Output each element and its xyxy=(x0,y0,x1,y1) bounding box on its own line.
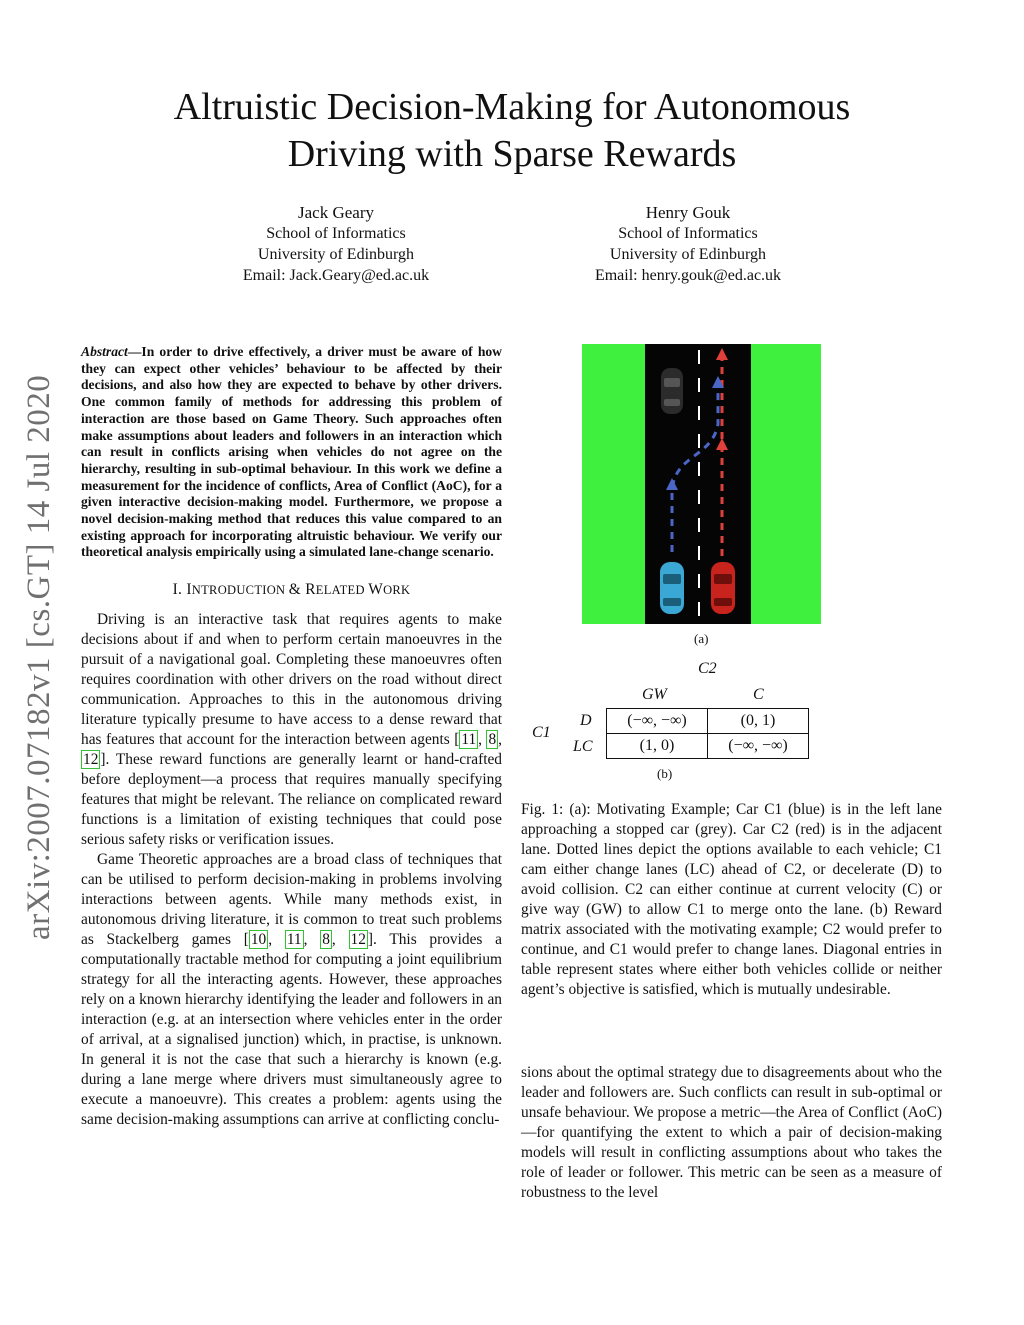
stopped-car-body xyxy=(661,368,683,414)
subfigure-label-a: (a) xyxy=(694,631,709,646)
matrix-cell: (0, 1) xyxy=(708,709,809,734)
paragraph-text: Driving is an interactive task that requires agents to make decisions about if and when to perform certain manoeuvres in the pursuit of a navigational goal. Completing these manoeuvres often requires coordination with other drivers on the road without direct communication. Approaches to this in the autonomous driving literature typically presume to have access to a dense reward that has features that account for the interaction between agents xyxy=(81,611,502,749)
matrix-cell: (1, 0) xyxy=(607,734,708,759)
matrix-column-action-c: C xyxy=(753,686,764,703)
matrix-row-action-lc: LC xyxy=(573,738,593,755)
citation-link[interactable]: 8 xyxy=(322,931,330,949)
windshield xyxy=(664,378,680,387)
author-dept: School of Informatics xyxy=(618,225,758,242)
author-name: Henry Gouk xyxy=(645,203,731,222)
citation-link[interactable]: 12 xyxy=(350,931,366,949)
abstract-label: Abstract xyxy=(81,344,128,359)
heading-part: ELATED xyxy=(315,583,369,598)
left-column xyxy=(81,344,502,1130)
matrix-row xyxy=(607,709,809,734)
windshield xyxy=(663,574,681,584)
car-c1-body xyxy=(660,562,684,614)
heading-part: I xyxy=(186,581,192,599)
heading-part: W xyxy=(368,581,384,599)
matrix-row xyxy=(607,734,809,759)
heading-part: ORK xyxy=(383,583,411,598)
right-column xyxy=(521,1063,942,1203)
stopped-car xyxy=(661,368,683,414)
citation-link[interactable]: 10 xyxy=(250,931,267,949)
car-c1 xyxy=(660,562,684,614)
heading-part: & xyxy=(288,581,306,599)
car-c2 xyxy=(711,562,735,614)
author-dept: School of Informatics xyxy=(266,225,406,242)
paragraph-intro: Driving is an interactive task that requires agents to make decisions about if and when to perform certain manoeuvres in the pursuit of a navigational goal. Completing these manoeuvres often requires coordination with other drivers on the road without direct communication. Approaches to this in the autonomous driving literature typically presume to have access to a dense reward that has features that account for the interaction between agents [ 11 , 8 , 12 ]. These reward functions are generally learnt or hand-crafted before deployment—a process that requires manually specifying features that might be relevant. The reliance on complicated reward functions is a limitation of existing techniques that could pose serious safety risks or verification issues. xyxy=(81,611,502,849)
matrix-row-action-d: D xyxy=(580,712,592,729)
rear-window xyxy=(663,598,681,606)
paragraph-text: . This provides a computationally tractable method for computing a joint equilibrium strategy for all the interacting agents. However, these approaches rely on a known hierarchy identifying the leader and followers in an interaction (e.g. at an intersection where vehicles enter in the order of arrival, at a signalised junction) which, in practise, is unknown. In general it is not the case that such a hierarchy is known (e.g. during a lane merge where drivers must simultaneously agree to execute a manoeuvre). This creates a problem: agents using the same decision-making assumptions can arrive at conflicting conclu- xyxy=(81,931,502,1129)
paragraph-game-theory: Game Theoretic approaches are a broad class of techniques that can be utilised to perform decision-making in problems involving interactions between agents. While many methods exist, in autonomous driving literature, it is common to treat such problems as Stackelberg games [ 10 , 11 , 8 , 12 ]. This provides a computationally tractable method for computing a joint equilibrium strategy for all the interacting agents. However, these approaches rely on a known hierarchy identifying the leader and followers in an interaction (e.g. at an intersection where vehicles enter in the order of arrival, at a signalised junction) which, in practise, is unknown. In general it is not the case that such a hierarchy is known (e.g. during a lane merge where drivers must simultaneously agree to execute a manoeuvre). This creates a problem: agents using the same decision-making assumptions can arrive at conflicting conclu- xyxy=(81,851,502,1129)
windshield xyxy=(714,574,732,584)
subfigure-label-b: (b) xyxy=(657,766,673,781)
heading-part: NTRODUCTION xyxy=(191,583,289,598)
paragraph-text: Game Theoretic approaches are a broad class of techniques that can be utilised to perform decision-making in problems involving interactions between agents. While many methods exist, in autonomous driving literature, it is common to treat such problems as Stackelberg games xyxy=(81,851,502,949)
matrix-row-player: C1 xyxy=(532,724,551,741)
author-email[interactable]: Email: henry.gouk@ed.ac.uk xyxy=(594,267,782,284)
title-line-2: Driving with Sparse Rewards xyxy=(287,133,737,175)
paper-title xyxy=(100,84,924,178)
author-univ: University of Edinburgh xyxy=(257,246,415,263)
matrix-column-action-gw: GW xyxy=(642,686,667,703)
section-number: I. xyxy=(172,581,187,599)
rear-window xyxy=(714,598,732,606)
lane-change-figure xyxy=(582,344,821,624)
citation-link[interactable]: 8 xyxy=(488,731,497,749)
author-name: Jack Geary xyxy=(298,203,374,222)
title-line-1: Altruistic Decision-Making for Autonomous xyxy=(173,86,851,128)
paragraph-continuation: sions about the optimal strategy due to disagreements about who the leader and followers are. Such conflicts can result in sub-optimal or unsafe behaviour. We propose a metric—the Area of Conflict (AoC)—for quantifying the extent to which a pair of decision-making models will result in conflicting assumptions about who takes the role of leader or follower. This metric can be seen as a measure of robustness to the level xyxy=(521,1064,942,1201)
rear-window xyxy=(664,399,680,406)
author-block-1 xyxy=(186,202,486,286)
payoff-matrix xyxy=(606,708,809,759)
author-email[interactable]: Email: Jack.Geary@ed.ac.uk xyxy=(242,267,430,284)
citation-link[interactable]: 11 xyxy=(461,731,477,749)
heading-part: R xyxy=(305,581,316,599)
abstract xyxy=(81,344,502,561)
section-heading xyxy=(81,580,502,600)
citation-link[interactable]: 12 xyxy=(83,751,99,769)
author-block-2 xyxy=(538,202,838,286)
matrix-cell: (−∞, −∞) xyxy=(708,734,809,759)
arxiv-stamp[interactable]: arXiv:2007.07182v1 [cs.GT] 14 Jul 2020 xyxy=(21,374,57,940)
author-univ: University of Edinburgh xyxy=(609,246,767,263)
matrix-cell: (−∞, −∞) xyxy=(607,709,708,734)
figure-caption: Fig. 1: (a): Motivating Example; Car C1 (blue) is in the left lane approaching a stopped car (grey). Car C2 (red) is in the adjacent lane. Dotted lines depict the options available to each vehicle; C1 cam either change lanes (LC) ahead of C2, or decelerate (D) to avoid collision. C2 can either continue at current velocity (C) or give way (GW) to allow C1 to merge onto the lane. (b) Reward matrix associated with the motivating example; C2 would prefer to continue, and C1 would prefer to change lanes. Diagonal entries in table represent states where either both vehicles collide or neither agent’s objective is satisfied, which is mutually undesirable. xyxy=(521,801,942,998)
paragraph-text: . These reward functions are generally learnt or hand-crafted before deployment—a process that requires manually specifying features that might be relevant. The reliance on complicated reward functions is a limitation of existing techniques that could pose serious safety risks or verification issues. xyxy=(81,751,502,849)
car-c2-body xyxy=(711,562,735,614)
matrix-column-player: C2 xyxy=(698,660,717,677)
abstract-text: —In order to drive effectively, a driver must be aware of how they can expect other vehicles’ behaviour to be affected by their decisions, and also how they are expected to behave by other drivers. One common family of methods for addressing this problem of interaction are those based on Game Theory. Such approaches often make assumptions about leaders and followers in an interaction which can result in conflicts arising when vehicles do not agree on the hierarchy, resulting in sub-optimal behaviour. In this work we define a measurement for the incidence of conflicts, Area of Conflict (AoC), for a given interactive decision-making model. Furthermore, we propose a novel decision-making method that reduces this value compared to an existing approach for incorporating altruistic behaviour. We verify our theoretical analysis empirically using a simulated lane-change scenario. xyxy=(81,344,502,560)
citation-link[interactable]: 11 xyxy=(286,931,302,949)
